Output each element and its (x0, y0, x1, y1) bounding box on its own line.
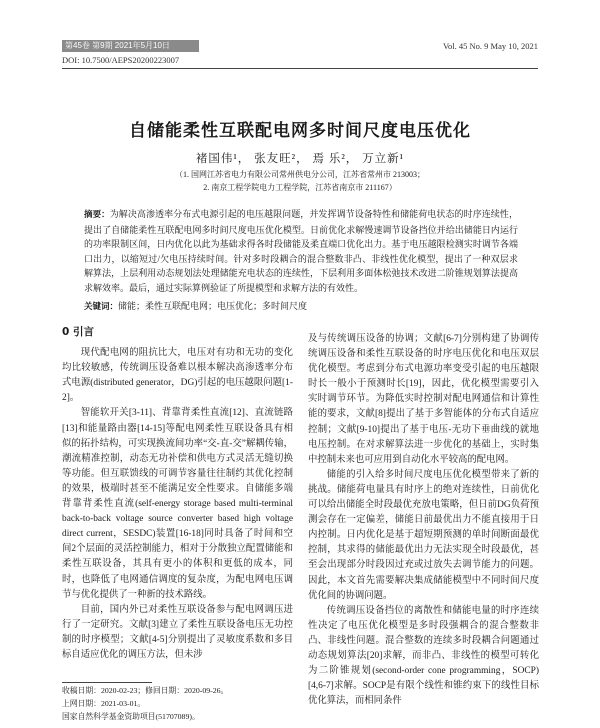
doi: DOI: 10.7500/AEPS20200223007 (62, 55, 180, 65)
keywords (84, 299, 518, 312)
right-paragraph-2: 储能的引入给多时间尺度电压优化模型带来了新的挑战。储能荷电量具有时序上的绝对连续性，日前优化可以给出储能全时段最优充放电策略，但日前DG负荷预测会存在一定偏差，储能日前最优出力不能直接用于日内控制。日内优化是基于超短期预测的单时间断面最优控制，其求得的储能最优出力无法实现全时段最优，甚至会出现部分时段因过充或过放失去调节能力的问题。因此，本文首先需要解决集成储能模型中不同时间尺度优化间的协调问题。 (308, 469, 539, 601)
abstract-label: 摘要： (84, 210, 110, 220)
paper-title: 自储能柔性互联配电网多时间尺度电压优化 (129, 121, 471, 141)
footnote-funding: 国家自然科学基金资助项目(51707089)。 (62, 712, 200, 721)
footnote-online: 上网日期：2021-03-01。 (62, 699, 146, 708)
left-column (62, 320, 293, 663)
right-column (308, 332, 539, 709)
keywords-text: 储能；柔性互联配电网；电压优化；多时间尺度 (118, 301, 308, 311)
left-paragraph-2: 智能软开关[3-11]、背靠背柔性直流[12]、直流链路[13]和能量路由器[14-15]等配电网柔性互联设备具有相似的拓扑结构，可实现换流间功率“交-直-交”解耦传输，潮流精准控制，动态无功补偿和供电方式灵活无缝切换等功能。但互联馈线的可调节容量往往制约其优化控制的效果，极端时甚至不能满足安全性要求。自储能多端背靠背柔性直流(self-energy storage based multi-terminal back-to-back voltage source converter based high voltage direct current，SESDC)装置[16-18]同时具备了时间和空间2个层面的灵活控制能力，相对于分散独立配置储能和柔性互联设备，其具有更小的体积和更低的成本，同时，也降低了电网通信调度的复杂度，为配电网电压调节与优化提供了一种新的技术路线。 (62, 408, 293, 600)
header-rule (62, 68, 538, 69)
keywords-label: 关键词： (84, 302, 119, 312)
footnote-received: 收稿日期：2020-02-23；修回日期：2020-09-26。 (62, 686, 229, 695)
right-paragraph-1: 及与传统调压设备的协调；文献[6-7]分别构建了协调传统调压设备和柔性互联设备的时序电压优化和电压双层优化模型。考虑到分布式电源功率变受引起的电压越限时长一般小于预测时长[19]，因此，优化模型需要引入实时调节环节。为降低实时控制对配电网通信和计算性能的要求，文献[8]提出了基于多智能体的分布式自适应控制；文献[9-10]提出了基于电压-无功下垂曲线的就地电压控制。在对求解算法进一步优化的基础上，实时集中控制未来也可应用到自动化水平较高的配电网。 (308, 334, 539, 465)
abstract (84, 207, 518, 295)
authors: 褚国伟¹， 张友旺²， 焉 乐²， 万立新¹ (195, 153, 405, 165)
left-paragraph-3: 目前，国内外已对柔性互联设备参与配电网调压进行了一定研究。文献[3]建立了柔性互联设备电压无功控制的时序模型；文献[4-5]分别提出了灵敏度系数和多目标自适应优化的调压方法，但未涉 (62, 604, 293, 660)
affiliation-line-1: （1. 国网江苏省电力有限公司常州供电分公司，江苏省常州市 213003； (175, 170, 425, 179)
affiliation-line-2: 2. 南京工程学院电力工程学院，江苏省南京市 211167） (203, 183, 397, 192)
abstract-text: 为解决高渗透率分布式电源引起的电压越限问题，并发挥调节设备特性和储能荷电状态的时序连续性，提出了自储能柔性互联配电网多时间尺度电压优化模型。日前优化求解慢速调节设备挡位并给出储能日内运行的功率限制区间，日内优化以此为基础求得各时段储能及柔直端口优化出力。基于电压越限检测实时调节各端口出力，以缩短过/欠电压持续时间。针对多时段耦合的混合整数非凸、非线性优化模型，提出了一种双层求解算法，上层利用动态规划法处理储能充电状态的连续性，下层利用多面体松弛技术改进二阶锥规划算法提高求解效率。最后，通过实际算例验证了所提模型和求解方法的有效性。 (84, 209, 518, 293)
journal-volume-en: Vol. 45 No. 9 May 10, 2021 (443, 41, 538, 51)
journal-issue-banner: 第45卷 第9期 2021年5月10日 (62, 40, 199, 52)
right-paragraph-3: 传统调压设备挡位的离散性和储能电量的时序连续性决定了电压优化模型是多时段强耦合的混合整数非凸、非线性问题。混合整数的连续多时段耦合问题通过动态规划算法[20]求解，而非凸、非线性的模型可转化为二阶锥规划(second-order cone programming，SOCP)[4,6-7]求解。SOCP是有限个线性和锥约束下的线性目标优化算法，而相同条件 (308, 605, 539, 707)
section-heading: 0 引言 (62, 326, 94, 338)
left-paragraph-1: 现代配电网的阻抗比大，电压对有功和无功的变化均比较敏感，传统调压设备难以根本解决高渗透率分布式电源(distributed generator，DG)引起的电压越限问题[1-2]。 (62, 348, 293, 404)
footnote-rule (62, 682, 152, 683)
